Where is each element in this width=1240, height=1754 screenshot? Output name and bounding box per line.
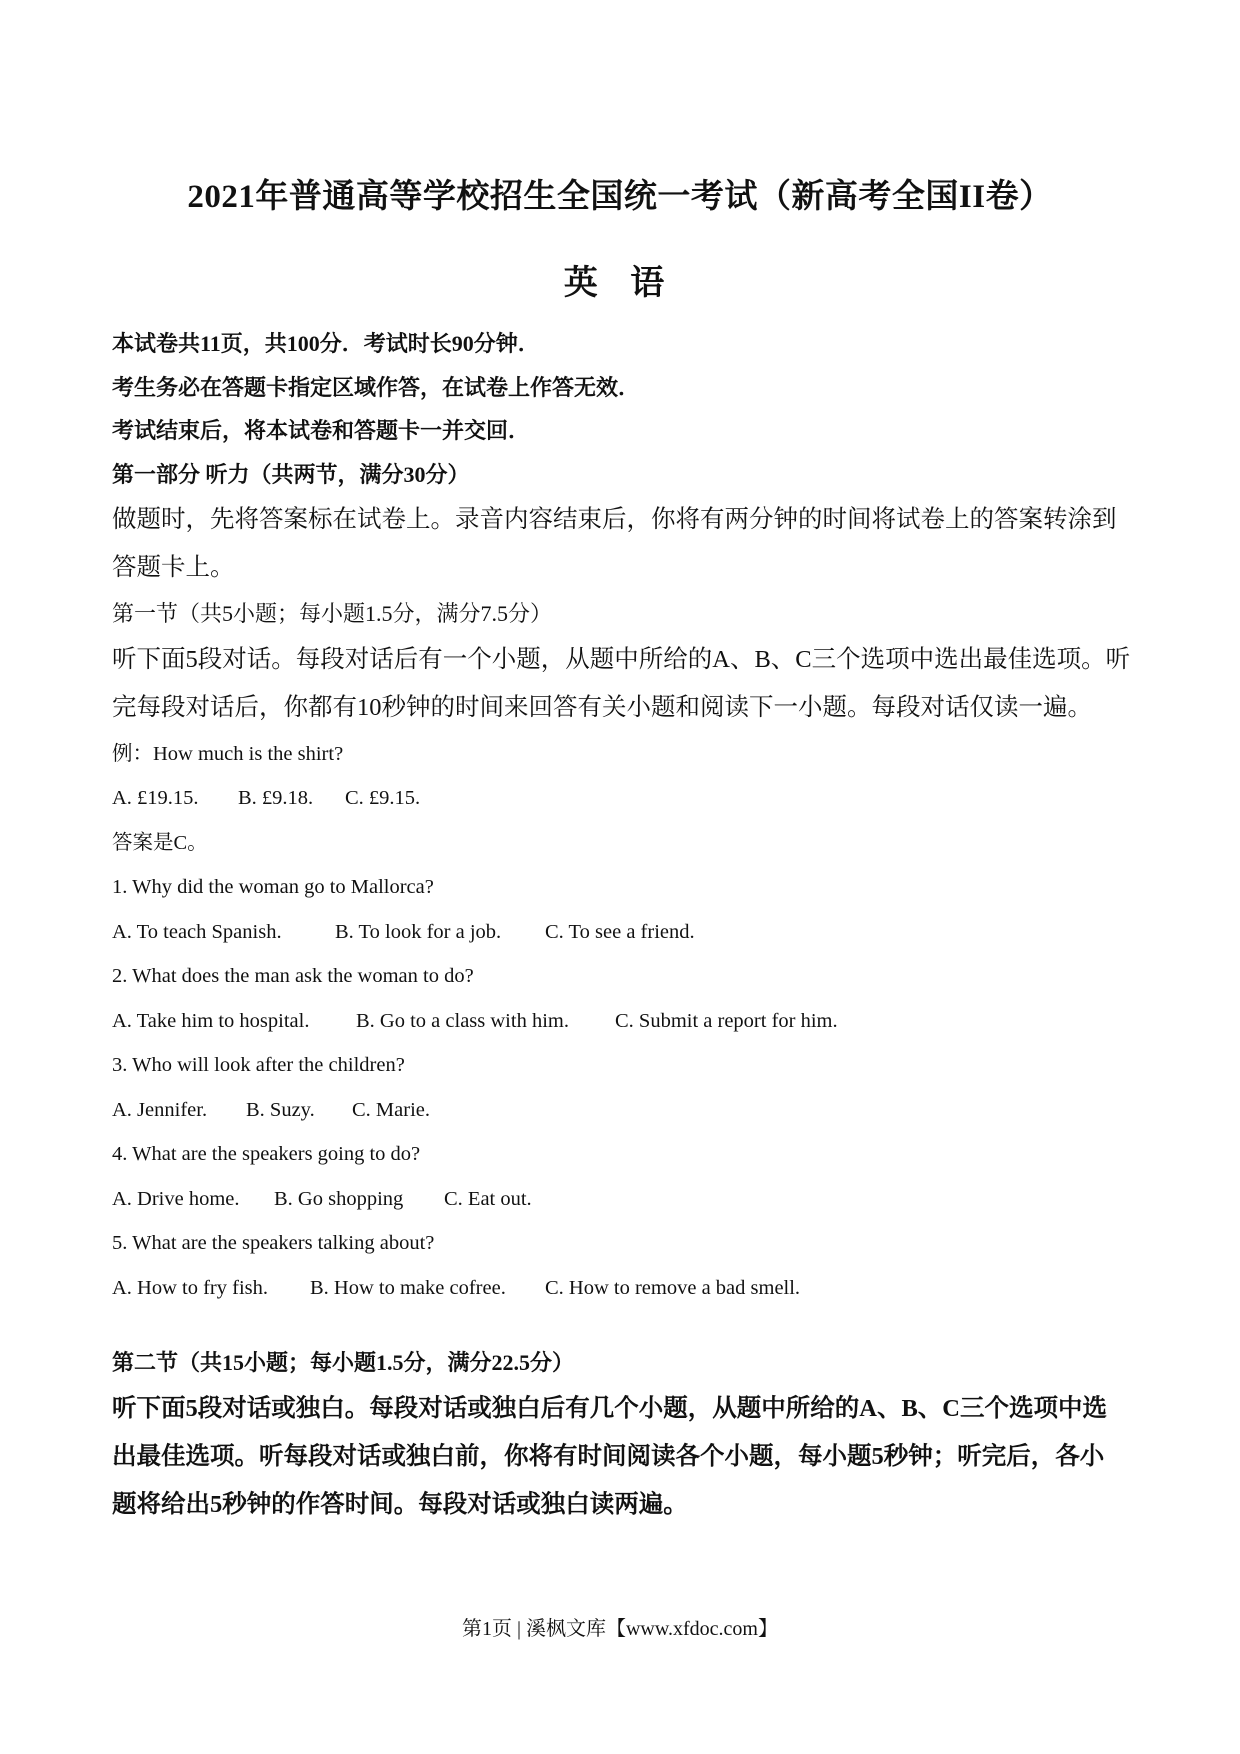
- question-3-options: [112, 1088, 1142, 1133]
- question-4: 4. What are the speakers going to do?: [112, 1143, 421, 1165]
- option-c: C. Submit a report for him.: [615, 1009, 838, 1032]
- question-2: 2. What does the man ask the woman to do?: [112, 965, 474, 987]
- option-a: A. To teach Spanish.: [112, 920, 282, 943]
- part1-instructions: 做题时，先将答案标在试卷上。录音内容结束后，你将有两分钟的时间将试卷上的答案转涂到答题卡上。: [112, 506, 1117, 581]
- section2-heading: 第二节（共15小题；每小题1.5分，满分22.5分）: [112, 1350, 575, 1375]
- option-c: C. To see a friend.: [545, 920, 695, 943]
- option-a: A. £19.15.: [112, 787, 199, 809]
- option-a: A. Take him to hospital.: [112, 1009, 310, 1032]
- exam-content: [112, 322, 1142, 1529]
- notice-line: 本试卷共11页，共100分．考试时长90分钟．: [112, 331, 540, 356]
- option-b: B. How to make cofree.: [310, 1276, 506, 1299]
- section2-instructions: 听下面5段对话或独白。每段对话或独白后有几个小题，从题中所给的A、B、C三个选项中选出最佳选项。听每段对话或独白前，你将有时间阅读各个小题，每小题5秒钟；听完后，各小题将给出5秒钟的作答时间。每段对话或独白读两遍。: [112, 1394, 1107, 1518]
- option-c: C. Eat out.: [444, 1187, 532, 1210]
- exam-title: 2021年普通高等学校招生全国统一考试（新高考全国II卷）: [187, 179, 1053, 215]
- part1-heading: 第一部分 听力（共两节，满分30分）: [112, 461, 470, 487]
- option-b: B. Go to a class with him.: [356, 1009, 569, 1032]
- option-c: C. How to remove a bad smell.: [545, 1276, 801, 1299]
- page-footer: 第1页 | 溪枫文库【www.xfdoc.com】: [461, 1618, 778, 1640]
- option-b: B. To look for a job.: [335, 920, 502, 943]
- example-answer: 答案是C。: [112, 831, 208, 854]
- section1-instructions: 听下面5段对话。每段对话后有一个小题，从题中所给的A、B、C三个选项中选出最佳选项。听完每段对话后，你都有10秒钟的时间来回答有关小题和阅读下一小题。每段对话仅读一遍。: [112, 645, 1131, 721]
- question-3: 3. Who will look after the children?: [112, 1054, 405, 1076]
- question-1: 1. Why did the woman go to Mallorca?: [112, 876, 434, 898]
- section1-heading: 第一节（共5小题；每小题1.5分，满分7.5分）: [112, 601, 553, 626]
- notice-line: 考生务必在答题卡指定区域作答，在试卷上作答无效．: [112, 374, 641, 400]
- option-c: C. Marie.: [352, 1098, 430, 1121]
- example-options: [112, 776, 1142, 821]
- option-c: C. £9.15.: [345, 787, 421, 809]
- notice-line: 考试结束后，将本试卷和答题卡一并交回．: [112, 418, 531, 443]
- option-a: A. How to fry fish.: [112, 1276, 269, 1299]
- option-a: A. Jennifer.: [112, 1098, 208, 1121]
- question-2-options: [112, 999, 1142, 1044]
- question-5: 5. What are the speakers talking about?: [112, 1232, 435, 1254]
- option-a: A. Drive home.: [112, 1187, 240, 1210]
- example-question: 例：How much is the shirt?: [112, 742, 344, 765]
- subject-title: 英 语: [563, 265, 677, 302]
- question-1-options: [112, 910, 1142, 955]
- option-b: B. Suzy.: [246, 1098, 315, 1121]
- option-b: B. Go shopping: [274, 1187, 404, 1210]
- option-b: B. £9.18.: [238, 787, 314, 809]
- question-4-options: [112, 1177, 1142, 1222]
- section-spacer: [112, 1310, 1142, 1341]
- question-5-options: [112, 1266, 1142, 1311]
